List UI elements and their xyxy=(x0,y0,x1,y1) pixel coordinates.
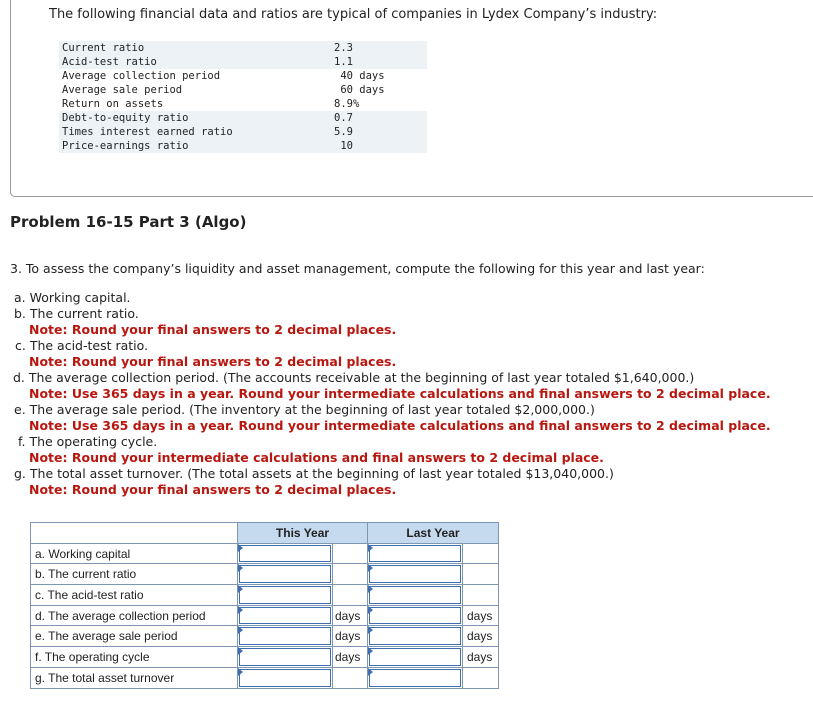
last-year-unit xyxy=(463,585,499,606)
ratio-value: 5.9 xyxy=(334,126,353,138)
last-year-input[interactable] xyxy=(368,605,463,626)
this-year-unit xyxy=(333,564,368,585)
answer-table xyxy=(30,522,499,689)
this-year-unit xyxy=(333,585,368,606)
this-year-input[interactable] xyxy=(238,647,333,668)
last-year-unit: days xyxy=(463,647,499,668)
this-year-input[interactable] xyxy=(238,626,333,647)
ratio-name: Return on assets xyxy=(62,98,164,110)
last-year-input[interactable] xyxy=(368,564,463,585)
this-year-input[interactable] xyxy=(238,667,333,688)
table-row xyxy=(31,667,499,688)
ratio-value: 40 days xyxy=(334,70,385,82)
problem-heading: Problem 16-15 Part 3 (Algo) xyxy=(10,213,247,231)
table-row xyxy=(31,626,499,647)
row-label: e. The average sale period xyxy=(31,626,238,647)
last-year-unit xyxy=(463,543,499,564)
ratio-name: Price-earnings ratio xyxy=(62,140,189,152)
last-year-unit xyxy=(463,667,499,688)
row-label: b. The current ratio xyxy=(31,564,238,585)
item-d: d. The average collection period. (The accounts receivable at the beginning of last year totaled $1,640,000.) xyxy=(13,370,695,385)
ratio-row xyxy=(59,139,427,153)
item-b-note: Note: Round your final answers to 2 decimal places. xyxy=(29,322,397,337)
table-row xyxy=(31,564,499,585)
item-f: f. The operating cycle. xyxy=(18,434,158,449)
question-text: 3. To assess the company’s liquidity and asset management, compute the following for this year and last year: xyxy=(10,261,705,276)
ratio-name: Current ratio xyxy=(62,42,145,54)
item-e-note: Note: Use 365 days in a year. Round your intermediate calculations and final answers to 2 decimal place. xyxy=(29,418,771,433)
ratio-row xyxy=(59,111,427,125)
ratio-name: Average sale period xyxy=(62,84,183,96)
ratio-row xyxy=(59,83,427,97)
ratio-value: 60 days xyxy=(334,84,385,96)
table-row xyxy=(31,605,499,626)
last-year-unit: days xyxy=(463,605,499,626)
ratio-row xyxy=(59,97,427,111)
row-label: c. The acid-test ratio xyxy=(31,585,238,606)
last-year-input[interactable] xyxy=(368,585,463,606)
ratio-value: 8.9% xyxy=(334,98,360,110)
ratio-row xyxy=(59,125,427,139)
this-year-unit: days xyxy=(333,647,368,668)
item-e: e. The average sale period. (The inventory at the beginning of last year totaled $2,000,000.) xyxy=(14,402,595,417)
row-label: a. Working capital xyxy=(31,543,238,564)
this-year-input[interactable] xyxy=(238,543,333,564)
ratio-value: 2.3 xyxy=(334,42,353,54)
last-year-input[interactable] xyxy=(368,543,463,564)
this-year-input[interactable] xyxy=(238,564,333,585)
row-label: f. The operating cycle xyxy=(31,647,238,668)
ratio-row xyxy=(59,41,427,55)
header-last-year: Last Year xyxy=(368,523,499,544)
item-b: b. The current ratio. xyxy=(14,306,139,321)
ratio-value: 10 xyxy=(334,140,353,152)
ratio-value: 0.7 xyxy=(334,112,353,124)
industry-ratio-table xyxy=(59,41,427,153)
last-year-unit xyxy=(463,564,499,585)
this-year-unit: days xyxy=(333,626,368,647)
header-this-year: This Year xyxy=(238,523,368,544)
row-label: d. The average collection period xyxy=(31,605,238,626)
this-year-input[interactable] xyxy=(238,605,333,626)
table-row xyxy=(31,585,499,606)
last-year-input[interactable] xyxy=(368,647,463,668)
ratio-name: Debt-to-equity ratio xyxy=(62,112,189,124)
table-row xyxy=(31,543,499,564)
item-a: a. Working capital. xyxy=(14,290,131,305)
ratio-name: Times interest earned ratio xyxy=(62,126,233,138)
ratio-value: 1.1 xyxy=(334,56,353,68)
row-label: g. The total asset turnover xyxy=(31,667,238,688)
this-year-unit xyxy=(333,667,368,688)
last-year-input[interactable] xyxy=(368,626,463,647)
intro-text: The following financial data and ratios are typical of companies in Lydex Company’s industry: xyxy=(49,7,658,22)
last-year-unit: days xyxy=(463,626,499,647)
item-f-note: Note: Round your intermediate calculations and final answers to 2 decimal place. xyxy=(29,450,604,465)
this-year-unit xyxy=(333,543,368,564)
ratio-name: Acid-test ratio xyxy=(62,56,157,68)
item-c-note: Note: Round your final answers to 2 decimal places. xyxy=(29,354,397,369)
item-g: g. The total asset turnover. (The total assets at the beginning of last year totaled $13,040,000.) xyxy=(14,466,614,481)
item-c: c. The acid-test ratio. xyxy=(15,338,149,353)
item-g-note: Note: Round your final answers to 2 decimal places. xyxy=(29,482,397,497)
this-year-unit: days xyxy=(333,605,368,626)
table-row xyxy=(31,647,499,668)
ratio-row xyxy=(59,69,427,83)
item-d-note: Note: Use 365 days in a year. Round your intermediate calculations and final answers to 2 decimal place. xyxy=(29,386,771,401)
last-year-input[interactable] xyxy=(368,667,463,688)
ratio-row xyxy=(59,55,427,69)
header-blank xyxy=(31,523,238,544)
this-year-input[interactable] xyxy=(238,585,333,606)
ratio-name: Average collection period xyxy=(62,70,221,82)
